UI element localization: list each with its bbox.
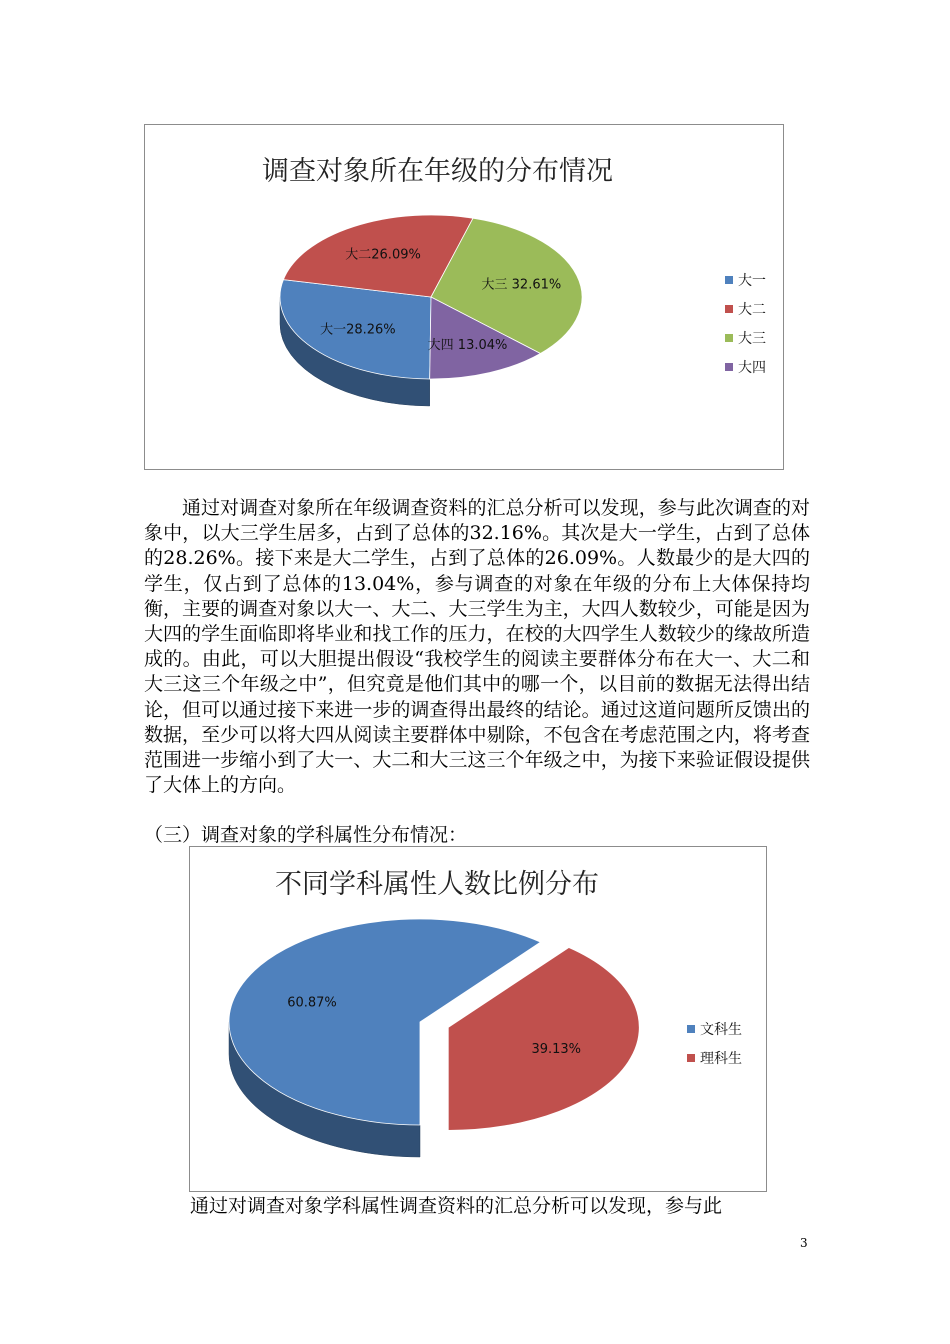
- data-label: 大四 13.04%: [427, 337, 508, 353]
- body-paragraph-continued: 通过对调查对象学科属性调查资料的汇总分析可以发现，参与此: [190, 1195, 723, 1217]
- chart-title: 调查对象所在年级的分布情况: [262, 156, 613, 187]
- page-number: 3: [800, 1236, 808, 1250]
- data-label: 60.87%: [287, 995, 337, 1011]
- legend-swatch: [725, 305, 733, 313]
- grade-distribution-chart: [144, 124, 784, 470]
- discipline-distribution-chart: [189, 846, 767, 1192]
- legend-item: 文科生: [700, 1022, 742, 1038]
- chart-title: 不同学科属性人数比例分布: [275, 869, 599, 900]
- grade-pie-svg: [145, 125, 785, 471]
- legend-swatch: [725, 334, 733, 342]
- legend-swatch: [725, 276, 733, 284]
- data-label: 39.13%: [531, 1042, 582, 1058]
- body-paragraph: 通过对调查对象所在年级调查资料的汇总分析可以发现，参与此次调查的对象中，以大三学生居多，占到了总体的32.16%。其次是大一学生，占到了总体的28.26%。接下来是大二学生，占到了总体的26.09%。人数最少的是大四的学生，仅占到了总体的13.04%，参与调查的对象在年级的分布上大体保持均衡，主要的调查对象以大一、大二、大三学生为主，大四人数较少，可能是因为大四的学生面临即将毕业和找工作的压力，在校的大四学生人数较少的缘故所造成的。由此，可以大胆提出假设“我校学生的阅读主要群体分布在大一、大二和大三这三个年级之中”，但究竟是他们其中的哪一个，以目前的数据无法得出结论，但可以通过接下来进一步的调查得出最终的结论。通过这道问题所反馈出的数据，至少可以将大四从阅读主要群体中剔除，不包含在考虑范围之内，将考查范围进一步缩小到了大一、大二和大三这三个年级之中，为接下来验证假设提供了大体上的方向。: [144, 497, 810, 797]
- data-label: 大三 32.61%: [481, 277, 562, 293]
- discipline-pie-svg: [190, 847, 768, 1193]
- legend-swatch: [687, 1054, 695, 1062]
- legend-item: 大一: [738, 273, 766, 289]
- legend-item: 大四: [738, 360, 766, 376]
- legend-item: 理科生: [700, 1051, 742, 1067]
- data-label: 大一28.26%: [320, 322, 396, 338]
- legend-item: 大二: [738, 302, 766, 318]
- legend-swatch: [687, 1025, 695, 1033]
- data-label: 大二26.09%: [345, 247, 421, 263]
- legend-swatch: [725, 363, 733, 371]
- legend-item: 大三: [738, 331, 766, 347]
- section-heading: （三）调查对象的学科属性分布情况：: [144, 824, 468, 846]
